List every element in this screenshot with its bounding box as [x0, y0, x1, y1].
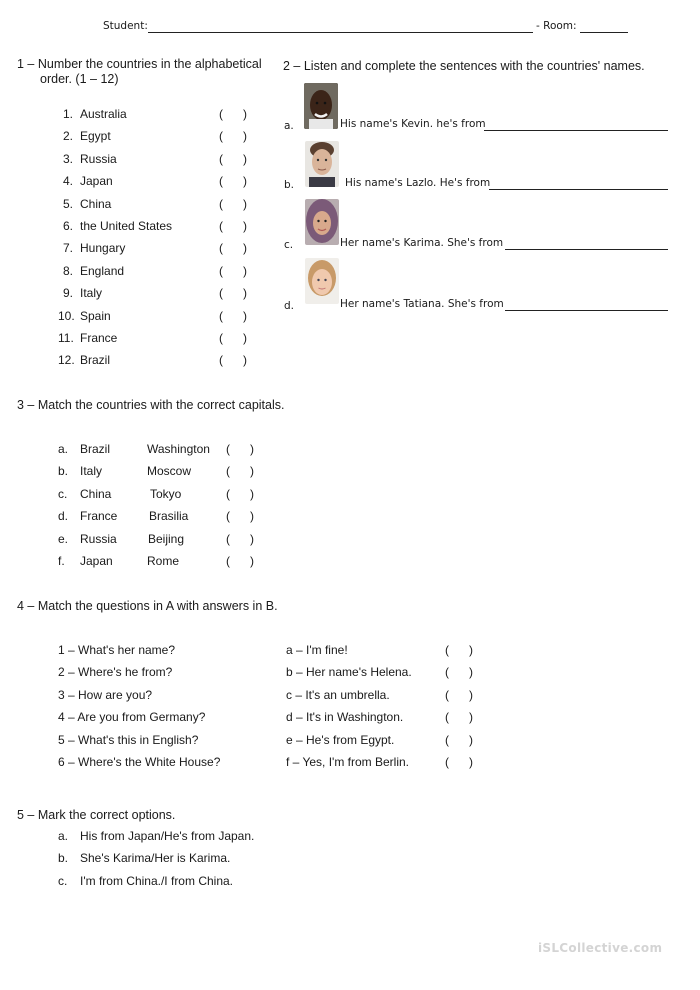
answer-b: a – I'm fine! [286, 643, 348, 657]
item-letter: c. [284, 239, 294, 251]
item-number: 11. [58, 331, 74, 345]
woman-headscarf-photo [305, 199, 339, 245]
room-field[interactable] [580, 32, 628, 33]
answer-parentheses[interactable]: ( ) [219, 151, 247, 166]
item-number: 10. [58, 308, 75, 323]
item-letter: b. [58, 851, 69, 866]
answer-blank[interactable] [505, 310, 668, 311]
sentence-text: Her name's Tatiana. She's from [340, 298, 504, 310]
question-a: 1 – What's her name? [58, 643, 176, 657]
answer-parentheses[interactable]: ( ) [226, 464, 254, 479]
capital-name: Rome [147, 554, 180, 568]
answer-blank[interactable] [505, 249, 668, 250]
answer-parentheses[interactable]: ( ) [226, 442, 254, 456]
item-number: 4. [63, 174, 74, 189]
country-name: England [80, 263, 125, 278]
item-letter: e. [58, 531, 69, 546]
question-a: 3 – How are you? [58, 687, 153, 702]
country-name: China [80, 196, 112, 211]
item-number: 7. [63, 241, 74, 256]
item-letter: a. [58, 442, 69, 456]
item-letter: c. [58, 873, 68, 888]
item-number: 9. [63, 286, 74, 301]
item-letter: d. [58, 509, 69, 524]
question-a: 4 – Are you from Germany? [58, 710, 206, 725]
country-name: Japan [80, 554, 113, 568]
sentence-text: His name's Lazlo. He's from [345, 177, 491, 189]
option-text[interactable]: His from Japan/He's from Japan. [80, 829, 255, 843]
country-name: Australia [80, 107, 127, 121]
country-name: Russia [80, 531, 117, 546]
country-name: Italy [80, 464, 103, 479]
answer-parentheses[interactable]: ( ) [226, 554, 254, 568]
answer-parentheses[interactable]: ( ) [445, 687, 473, 702]
country-name: Brazil [80, 442, 111, 456]
item-letter: b. [58, 464, 69, 479]
item-letter: d. [284, 300, 295, 312]
man-photo [305, 141, 339, 187]
capital-name: Brasilia [149, 509, 189, 524]
item-number: 2. [63, 129, 74, 144]
item-number: 12. [58, 353, 75, 368]
item-letter: c. [58, 486, 68, 501]
ex1-title-line2: order. (1 – 12) [40, 72, 119, 86]
answer-parentheses[interactable]: ( ) [219, 263, 247, 278]
watermark-logo: iSLCollective.com [538, 941, 663, 955]
item-number: 5. [63, 196, 74, 211]
answer-parentheses[interactable]: ( ) [445, 710, 473, 725]
answer-b: f – Yes, I'm from Berlin. [286, 755, 410, 769]
country-name: Spain [80, 308, 111, 323]
capital-name: Washington [147, 442, 210, 456]
option-text[interactable]: I'm from China./I from China. [80, 873, 233, 888]
answer-parentheses[interactable]: ( ) [219, 196, 247, 211]
capital-name: Beijing [148, 531, 185, 546]
country-name: Japan [80, 174, 113, 189]
answer-parentheses[interactable]: ( ) [445, 643, 473, 657]
answer-parentheses[interactable]: ( ) [445, 665, 473, 680]
answer-parentheses[interactable]: ( ) [226, 509, 254, 524]
country-name: France [80, 331, 118, 345]
man-photo [304, 83, 338, 129]
student-name-field[interactable] [148, 32, 533, 33]
answer-parentheses[interactable]: ( ) [219, 331, 247, 345]
item-letter: b. [284, 179, 295, 191]
sentence-text: His name's Kevin. he's from [340, 118, 486, 130]
country-name: China [80, 486, 112, 501]
sentence-text: Her name's Karima. She's from [340, 237, 504, 249]
country-name: France [80, 509, 118, 524]
question-a: 6 – Where's the White House? [58, 755, 221, 769]
ex3-title: 3 – Match the countries with the correct capitals. [17, 398, 285, 412]
country-name: Brazil [80, 353, 111, 368]
answer-parentheses[interactable]: ( ) [445, 732, 473, 747]
option-text[interactable]: She's Karima/Her is Karima. [80, 851, 231, 866]
item-number: 6. [63, 219, 74, 233]
answer-blank[interactable] [489, 189, 668, 190]
answer-parentheses[interactable]: ( ) [226, 486, 254, 501]
answer-parentheses[interactable]: ( ) [219, 107, 247, 121]
answer-b: c – It's an umbrella. [286, 687, 390, 702]
answer-parentheses[interactable]: ( ) [219, 308, 247, 323]
ex5-title: 5 – Mark the correct options. [17, 808, 176, 822]
answer-b: b – Her name's Helena. [286, 665, 412, 680]
answer-blank[interactable] [484, 130, 668, 131]
ex4-title: 4 – Match the questions in A with answers in B. [17, 599, 278, 613]
answer-parentheses[interactable]: ( ) [219, 219, 247, 233]
item-number: 1. [63, 107, 74, 121]
ex2-title: 2 – Listen and complete the sentences with the countries' names. [283, 59, 645, 73]
country-name: Hungary [80, 241, 126, 256]
capital-name: Tokyo [150, 486, 182, 501]
item-letter: a. [284, 120, 294, 132]
item-letter: a. [58, 829, 69, 843]
item-number: 3. [63, 151, 74, 166]
answer-b: d – It's in Washington. [286, 710, 404, 725]
girl-photo [305, 258, 339, 304]
answer-parentheses[interactable]: ( ) [219, 241, 247, 256]
country-name: Russia [80, 151, 117, 166]
question-a: 2 – Where's he from? [58, 665, 173, 680]
country-name: the United States [80, 219, 173, 233]
question-a: 5 – What's this in English? [58, 732, 199, 747]
ex1-title-line1: 1 – Number the countries in the alphabetical [17, 57, 262, 71]
item-number: 8. [63, 263, 74, 278]
student-label: Student: [103, 20, 148, 32]
answer-parentheses[interactable]: ( ) [219, 129, 247, 144]
answer-b: e – He's from Egypt. [286, 732, 395, 747]
answer-parentheses[interactable]: ( ) [219, 353, 247, 368]
capital-name: Moscow [147, 464, 192, 479]
room-label: - Room: [536, 20, 577, 32]
answer-parentheses[interactable]: ( ) [226, 531, 254, 546]
answer-parentheses[interactable]: ( ) [219, 174, 247, 189]
country-name: Egypt [80, 129, 111, 144]
answer-parentheses[interactable]: ( ) [445, 755, 473, 769]
answer-parentheses[interactable]: ( ) [219, 286, 247, 301]
item-letter: f. [58, 554, 65, 568]
country-name: Italy [80, 286, 103, 301]
